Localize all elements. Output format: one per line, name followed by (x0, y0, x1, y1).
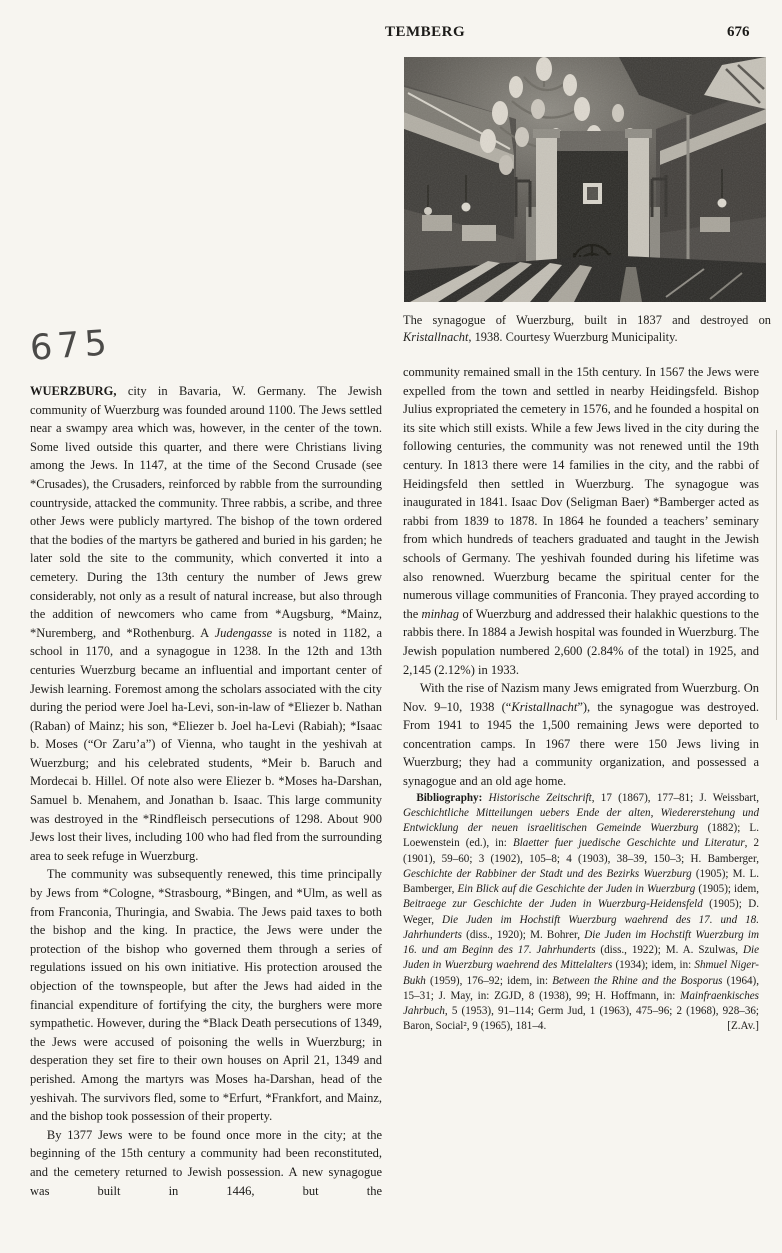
bibliography: Bibliography: Historische Zeitschrift, 17 (1867), 177–81; J. Weissbart, Geschichtliche Mitteilungen uebers Ende der alten, Wiedererstehung und Entwicklung der neuen israelitischen Gemeinde Wuerzburg (1882); L. Loewenstein (ed.), in: Blaetter fuer juedische Geschichte und Literatur, 2 (1901), 59–60; 3 (1902), 105–8; 4 (1903), 38–39, 150–3; H. Bamberger, Geschichte der Rabbiner der Stadt und des Bezirks Wuerzburg (1905); M. L. Bamberger, Ein Blick auf die Geschichte der Juden in Wuerzburg (1905); idem, Beitraege zur Geschichte der Juden in Wuerzburg-Heidensfeld (1905); D. Weger, Die Juden im Hochstift Wuerzburg waehrend des 17. und 18. Jahrhunderts (diss., 1920); M. Bohrer, Die Juden im Hochstift Wuerzburg im 16. und am Beginn des 17. Jahrhunderts (diss., 1922); M. A. Szulwas, Die Juden in Wuerzburg waehrend des Mittelalters (1934); idem, in: Shmuel Niger-Bukh (1959), 176–92; idem, in: Between the Rhine and the Bosporus (1964), 15–31; J. May, in: ZGJD, 8 (1938), 99; H. Hoffmann, in: Mainfraenkisches Jahrbuch, 5 (1953), 91–114; Germ Jud, 1 (1963), 475–96; 2 (1968), 928–36; Baron, Social², 9 (1965), 181–4. [Z.Av.] (403, 791, 760, 1033)
photo-grain (404, 57, 766, 302)
running-head: TEMBERG (385, 24, 466, 40)
paragraph: The community was subsequently renewed, this time principally by Jews from *Cologne, *Strasbourg, *Bingen, and *Ulm, as well as from Franconia, Thuringia, and Swabia. The Jews paid taxes to both the bishop and the king. In practice, the Jews were under the protection of the bishop who governed them through a series of regulations issued on his own initiative. His protection aroused the objection of the townspeople, but after the Jews had aided in the financial expenditure of fortifying the city, the burghers were more sympathetic. However, during the *Black Death persecutions of 1349, the Jews were accused of poisoning the wells in Wuerzburg; in desperation they set fire to their own houses on April 21, 1349 and perished. Among the martyrs was Moses ha-Darshan, head of the yeshivah. The survivors fled, some to *Erfurt, *Frankfort, and Mainz, and the bishop took possession of their property. (30, 867, 382, 1124)
scan-edge-artifact (776, 430, 777, 720)
article-left-column (30, 382, 382, 1200)
synagogue-photo-art (404, 57, 766, 302)
handwritten-page-note: 675 (28, 323, 114, 369)
paragraph: community remained small in the 15th century. In 1567 the Jews were expelled from the town and settled in nearby Heidingsfeld. Bishop Julius expropriated the cemetery in 1576, and he founded a hospital on its site which still exists. While a few Jews lived in the city during the following centuries, the community was not renewed until the 19th century. In 1813 there were 14 families in the city, and the rabbi of Heidingsfeld then settled in Wuerzburg. The synagogue was inaugurated in 1841. Isaac Dov (Seligman Baer) *Bamberger acted as rabbi from 1839 to 1878. In 1864 he founded a teachers’ seminary from which hundreds of teachers graduated and taught in the Jewish schools of Germany. The yeshivah founded during his lifetime was also renowned. Wuerzburg became the spiritual center for the numerous village communities of Franconia. They prayed according to the minhag of Wuerzburg and addressed their halakhic questions to the rabbis there. In 1884 a Jewish hospital was founded in Wuerzburg. The Jewish population numbered 2,600 (2.84% of the total) in 1925, and 2,145 (2.12%) in 1933. (403, 365, 759, 677)
article-right-column (403, 363, 759, 1035)
photo-caption: The synagogue of Wuerzburg, built in 1837 and destroyed on Kristallnacht, 1938. Courtesy Wuerzburg Municipality. (403, 313, 771, 344)
paragraph: By 1377 Jews were to be found once more in the city; at the beginning of the 15th century a community had been reconstituted, and the cemetery returned to Jewish possession. A new synagogue was built in 1446, but the (30, 1127, 382, 1198)
synagogue-photo (404, 57, 766, 302)
page-number: 676 (727, 24, 750, 40)
paragraph: WUERZBURG, city in Bavaria, W. Germany. The Jewish community of Wuerzburg was founded around 1100. The Jews settled near a swampy area which was, however, in the center of the town. Some lived outside this quarter, and there were Christians living among the Jews. In 1147, at the time of the Second Crusade (see *Crusades), the Crusaders, reinforced by rabble from the surrounding countryside, attacked the community. Three rabbis, a scribe, and three other Jews were publicly martyred. The bishop of the town ordered that the bodies of the martyrs be gathered and buried in his garden; he later sold the site to the community, which converted it into a cemetery. During the 13th century the number of Jews grew considerably, not only as a result of natural increase, but also through the addition of newcomers who came from *Augsburg, *Mainz, *Nuremberg, and *Rothenburg. A Judengasse is noted in 1182, a school in 1170, and a synagogue in 1238. In the 12th and 13th centuries Wuerzburg became an influential and important center of Jewish learning. Foremost among the scholars associated with the city during the period were Joel ha-Levi, son-in-law of *Eliezer b. Nathan (Raban) of Mainz; his son, *Eliezer b. Joel ha-Levi (Rabiah); *Isaac b. Moses (“Or Zaru’a”) of Vienna, who taught in the yeshivah at Wuerzburg; and his celebrated students, *Meir b. Baruch and Mordecai b. Hillel. Of note also were Eliezer b. *Moses ha-Darshan, Samuel b. Menahem, and Jonathan b. Isaac. This large community was destroyed in the *Rindfleisch persecutions of 1298. About 900 Jews lost their lives, including 100 who had fled from the surrounding area to seek refuge in Wuerzburg. (30, 384, 383, 863)
paragraph: With the rise of Nazism many Jews emigrated from Wuerzburg. On Nov. 9–10, 1938 (“Kristallnacht”), the synagogue was destroyed. From 1941 to 1945 the 1,500 remaining Jews were deported to concentration camps. In 1967 there were 150 Jews living in Wuerzburg; they had a community organization, and possessed a synagogue and an old age home. (403, 681, 759, 789)
